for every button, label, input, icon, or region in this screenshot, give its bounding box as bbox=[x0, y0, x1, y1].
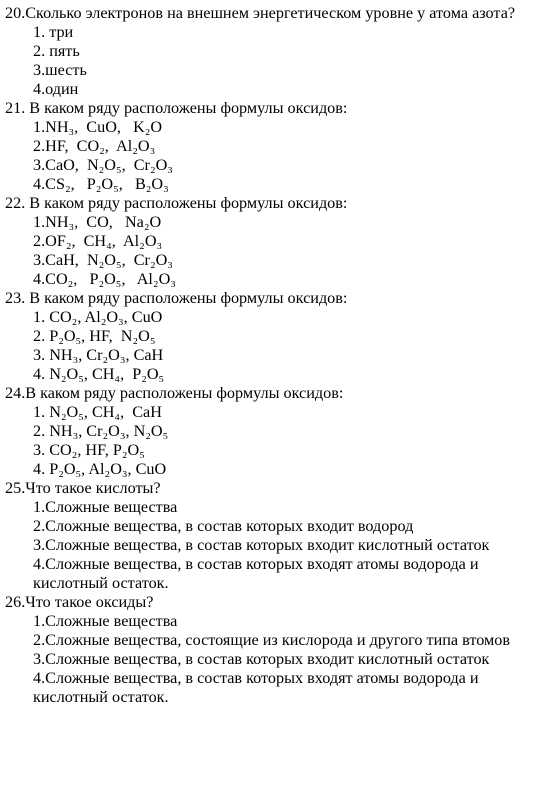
answer-option: 3. CO₂, HF, P₂O₅ bbox=[33, 441, 145, 459]
question-22 bbox=[5, 194, 550, 289]
answer-option: 4.CO₂, P₂O₅, Al₂O₃ bbox=[33, 270, 176, 288]
question-title: 23. В каком ряду расположены формулы оксидов: bbox=[5, 289, 348, 307]
answer-option: 2. пять bbox=[33, 42, 80, 60]
answer-option: 4.CS₂, P₂O₅, B₂O₃ bbox=[33, 175, 169, 193]
question-24 bbox=[5, 384, 550, 479]
answer-option: 4.один bbox=[33, 80, 79, 98]
answer-option: 2. NH₃, Cr₂O₃, N₂O₅ bbox=[33, 422, 169, 440]
answer-option: 1. CO₂, Al₂O₃, CuO bbox=[33, 308, 163, 326]
question-20 bbox=[5, 4, 550, 99]
answer-option: 1.Сложные вещества bbox=[33, 612, 178, 630]
question-title: 20.Сколько электронов на внешнем энергетическом уровне у атома азота? bbox=[5, 4, 516, 22]
answer-option: 2.HF, CO₂, Al₂O₃ bbox=[33, 137, 156, 155]
answer-option: 2.Сложные вещества, в состав которых входит водород bbox=[33, 517, 414, 535]
answer-option: 4. N₂O₅, CH₄, P₂O₅ bbox=[33, 365, 165, 383]
question-25 bbox=[5, 479, 550, 593]
answer-option: 2.Сложные вещества, состоящие из кислорода и другого типа втомов bbox=[33, 631, 511, 649]
answer-option: 1.NH₃, CO, Na₂O bbox=[33, 213, 162, 231]
question-21 bbox=[5, 99, 550, 194]
answer-option: 2. P₂O₅, HF, N₂O₅ bbox=[33, 327, 156, 345]
answer-option: 2.OF₂, CH₄, Al₂O₃ bbox=[33, 232, 163, 250]
question-23 bbox=[5, 289, 550, 384]
question-title: 21. В каком ряду расположены формулы оксидов: bbox=[5, 99, 348, 117]
answer-option: 3.Сложные вещества, в состав которых входит кислотный остаток bbox=[33, 650, 490, 668]
question-26 bbox=[5, 593, 550, 707]
question-title: 25.Что такое кислоты? bbox=[5, 479, 161, 497]
answer-option: 1. три bbox=[33, 23, 74, 41]
answer-option: 1. N₂O₅, CH₄, CaH bbox=[33, 403, 162, 421]
document-page bbox=[5, 4, 550, 707]
answer-option: 3.CaO, N₂O₅, Cr₂O₃ bbox=[33, 156, 173, 174]
answer-option: 4.Сложные вещества, в состав которых входят атомы водорода и кислотный остаток. bbox=[33, 555, 483, 592]
answer-option: 3. NH₃, Cr₂O₃, CaH bbox=[33, 346, 164, 364]
answer-option: 4.Сложные вещества, в состав которых входят атомы водорода и кислотный остаток. bbox=[33, 669, 483, 706]
answer-option: 1.Сложные вещества bbox=[33, 498, 178, 516]
answer-option: 4. P₂O₅, Al₂O₃, CuO bbox=[33, 460, 167, 478]
question-title: 24.В каком ряду расположены формулы оксидов: bbox=[5, 384, 344, 402]
question-title: 22. В каком ряду расположены формулы оксидов: bbox=[5, 194, 348, 212]
answer-option: 1.NH₃, CuO, K₂O bbox=[33, 118, 163, 136]
answer-option: 3.Сложные вещества, в состав которых входит кислотный остаток bbox=[33, 536, 490, 554]
answer-option: 3.CaH, N₂O₅, Cr₂O₃ bbox=[33, 251, 173, 269]
question-title: 26.Что такое оксиды? bbox=[5, 593, 154, 611]
answer-option: 3.шесть bbox=[33, 61, 87, 79]
